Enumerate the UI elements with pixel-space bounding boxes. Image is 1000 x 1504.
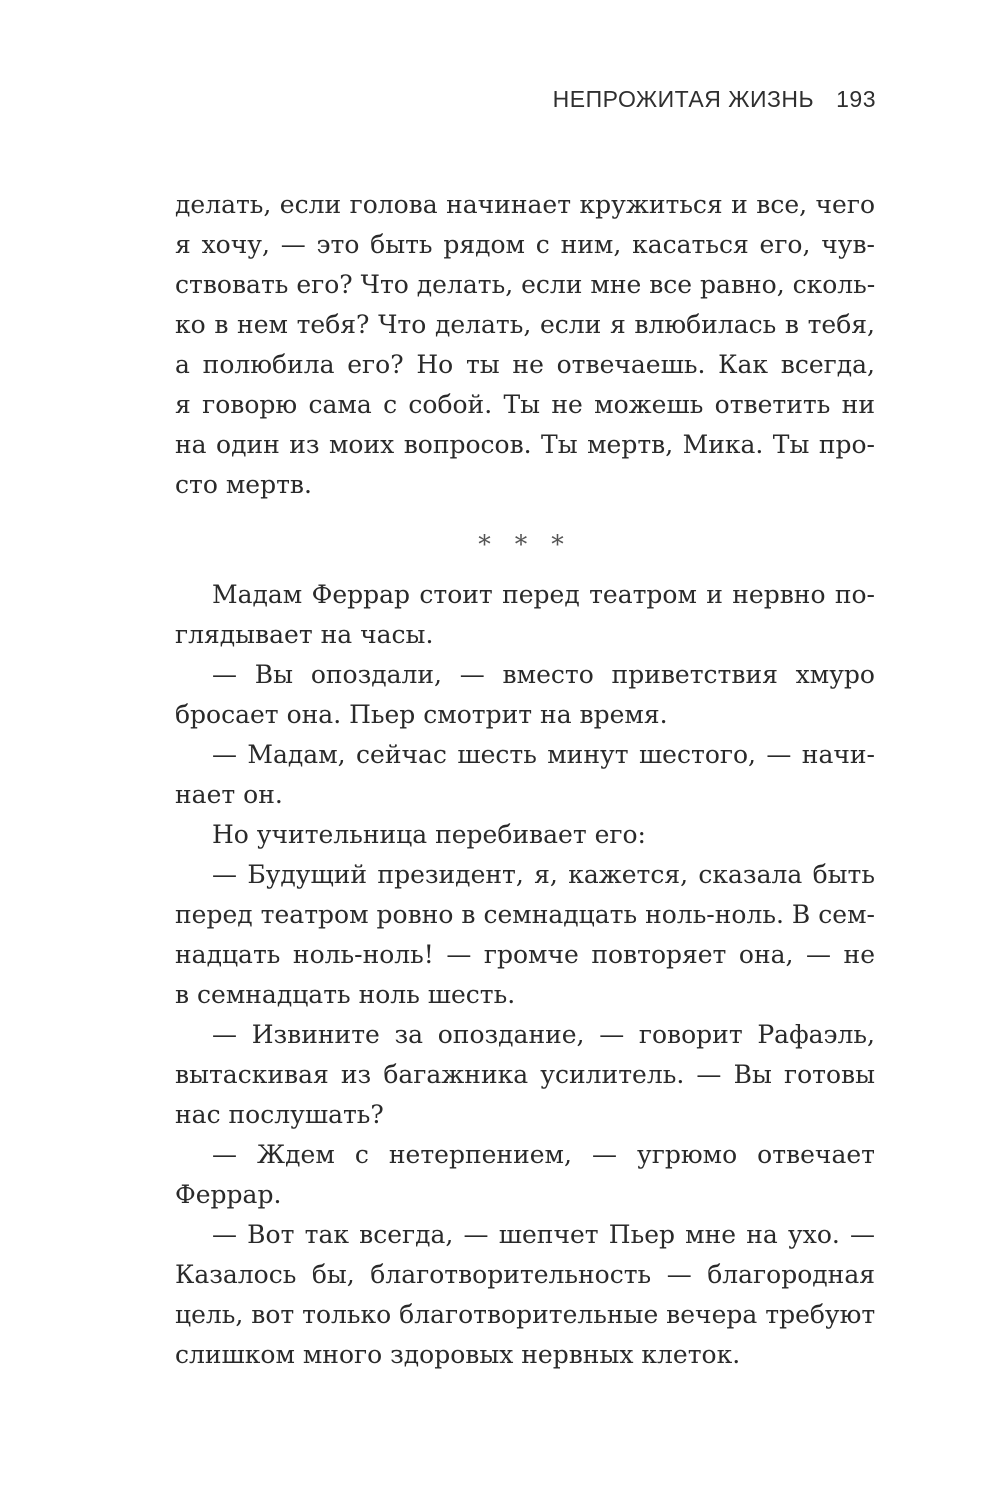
page-number: 193 xyxy=(836,86,876,112)
text-line: — Извините за опоздание, — говорит Рафаэль, xyxy=(212,1020,875,1049)
text-line: вытаскивая из багажника усилитель. — Вы готовы xyxy=(175,1060,875,1089)
text-line: я хочу, — это быть рядом с ним, касаться его, чув- xyxy=(175,230,875,259)
text-line: Но учительница перебивает его: xyxy=(212,820,646,849)
text-line: цель, вот только благотворительные вечера требуют xyxy=(175,1300,876,1329)
text-line: ствовать его? Что делать, если мне все равно, сколь- xyxy=(175,270,876,299)
text-line: — Ждем с нетерпением, — угрюмо отвечает xyxy=(212,1140,875,1169)
text-line: а полюбила его? Но ты не отвечаешь. Как всегда, xyxy=(175,350,875,379)
page-body xyxy=(175,185,875,1375)
text-line: в семнадцать ноль шесть. xyxy=(175,980,516,1009)
text-line: — Будущий президент, я, кажется, сказала быть xyxy=(212,860,875,889)
text-line: ко в нем тебя? Что делать, если я влюбилась в тебя, xyxy=(175,310,875,339)
running-title: НЕПРОЖИТАЯ ЖИЗНЬ xyxy=(552,86,815,112)
text-line: нает он. xyxy=(175,780,283,809)
text-line: на один из моих вопросов. Ты мертв, Мика. Ты про- xyxy=(175,430,875,459)
text-line: делать, если голова начинает кружиться и все, чего xyxy=(175,190,875,219)
text-line: перед театром ровно в семнадцать ноль-ноль. В сем- xyxy=(175,900,875,929)
text-line: Феррар. xyxy=(175,1180,282,1209)
text-line: нас послушать? xyxy=(175,1100,384,1129)
text-line: я говорю сама с собой. Ты не можешь ответить ни xyxy=(175,390,875,419)
running-header xyxy=(553,86,876,113)
text-line: глядывает на часы. xyxy=(175,620,434,649)
text-line: — Вы опоздали, — вместо приветствия хмуро xyxy=(212,660,875,689)
text-line: надцать ноль-ноль! — громче повторяет она, — не xyxy=(175,940,875,969)
text-line: слишком много здоровых нервных клеток. xyxy=(175,1340,741,1369)
text-line: — Вот так всегда, — шепчет Пьер мне на ухо. — xyxy=(212,1220,875,1249)
section-separator: * * * xyxy=(478,530,572,559)
text-line: — Мадам, сейчас шесть минут шестого, — начи- xyxy=(212,740,875,769)
text-line: бросает она. Пьер смотрит на время. xyxy=(175,700,668,729)
text-line: сто мертв. xyxy=(175,470,312,499)
text-line: Казалось бы, благотворительность — благородная xyxy=(175,1260,875,1289)
text-line: Мадам Феррар стоит перед театром и нервно по- xyxy=(212,580,875,609)
